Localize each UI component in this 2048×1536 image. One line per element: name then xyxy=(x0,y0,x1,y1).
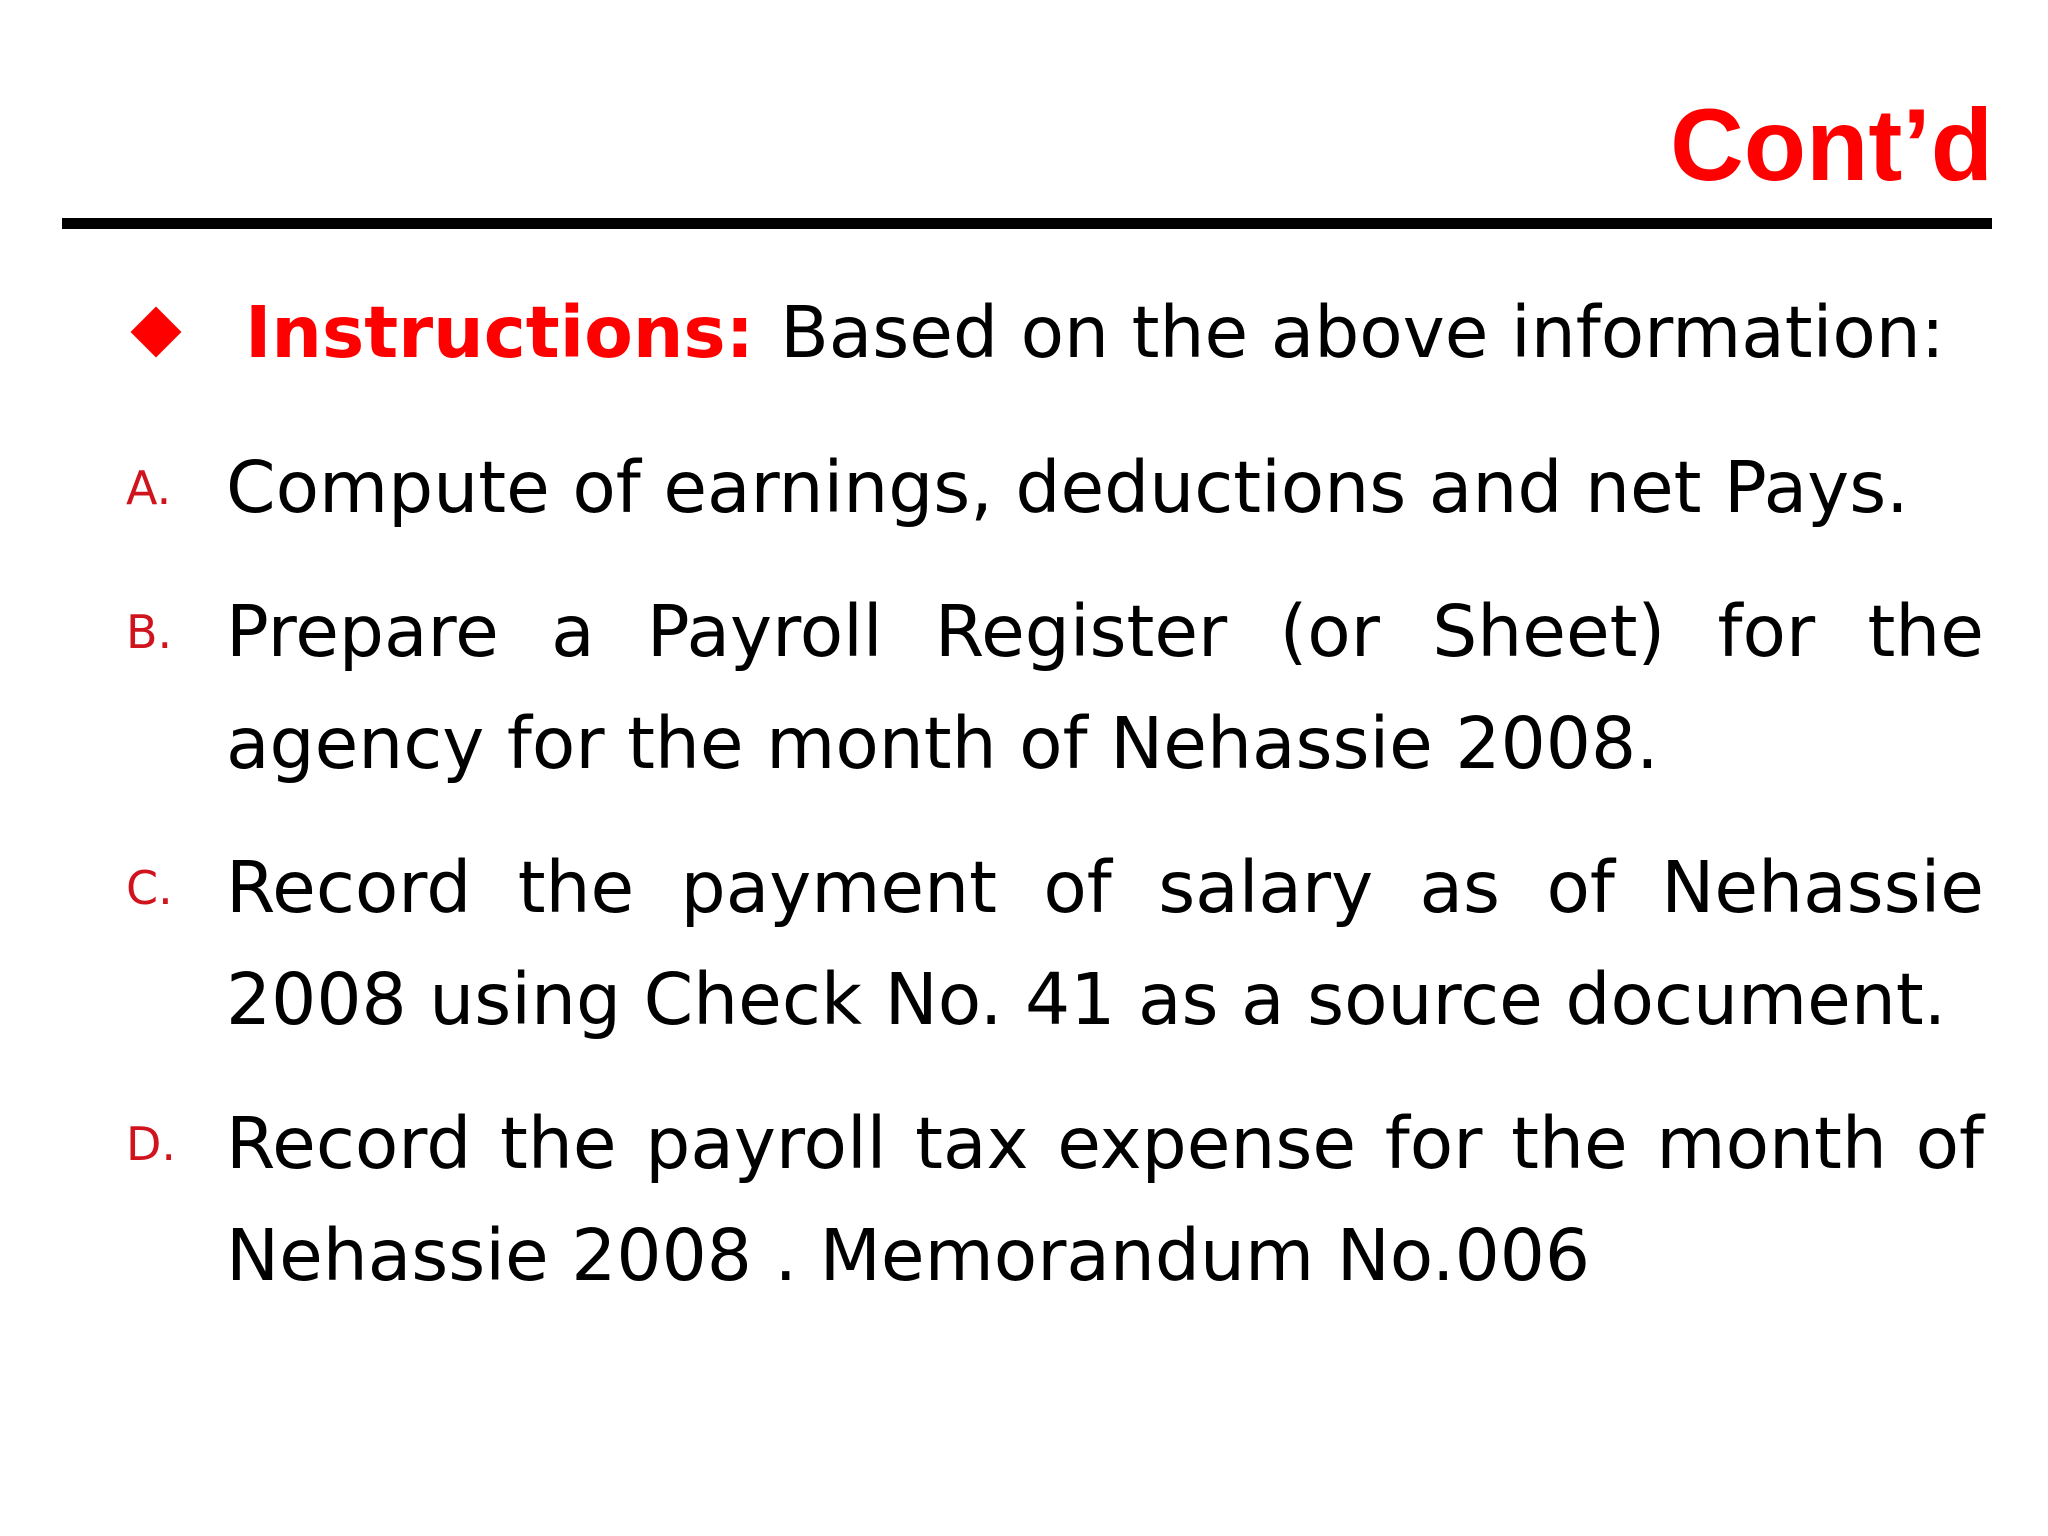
list-item-text: Record the payroll tax expense for the month of Nehassie 2008 . Memorandum No.006 xyxy=(226,1102,1984,1297)
list-item-text: Compute of earnings, deductions and net Pays. xyxy=(226,446,1909,529)
list-item xyxy=(126,432,1984,544)
instructions-line xyxy=(128,282,1945,382)
title-divider xyxy=(62,218,1992,229)
slide-title: Cont’d xyxy=(1670,88,1993,202)
list-item xyxy=(126,832,1984,1056)
diamond-bullet-icon xyxy=(131,307,182,358)
instruction-list xyxy=(126,432,1984,1344)
list-item xyxy=(126,1088,1984,1312)
list-item-text: Record the payment of salary as of Nehassie 2008 using Check No. 41 as a source document. xyxy=(226,846,1984,1041)
list-item-letter: D. xyxy=(126,1117,177,1171)
instructions-text: Based on the above information: xyxy=(780,290,1945,374)
list-item-letter: B. xyxy=(126,605,173,659)
list-item-text: Prepare a Payroll Register (or Sheet) for the agency for the month of Nehassie 2008. xyxy=(226,590,1984,785)
list-item-letter: A. xyxy=(126,461,172,515)
list-item xyxy=(126,576,1984,800)
list-item-letter: C. xyxy=(126,861,173,915)
instructions-label: Instructions: xyxy=(245,290,755,374)
